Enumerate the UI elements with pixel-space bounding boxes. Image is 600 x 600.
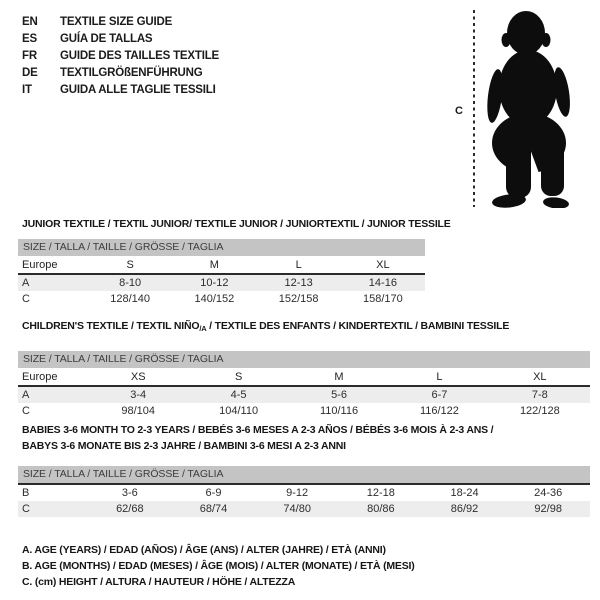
size-cell: M xyxy=(209,258,219,271)
size-cell: L xyxy=(436,370,443,383)
row-label: A xyxy=(22,277,30,289)
language-title: TEXTILE SIZE GUIDE xyxy=(60,15,173,28)
value-cell: 80/86 xyxy=(367,503,395,515)
footnote-age-years: A. AGE (YEARS) / EDAD (AÑOS) / ÂGE (ANS) / ALTER (JAHRE) / ETÀ (ANNI) xyxy=(22,544,386,556)
value-cell: 3-6 xyxy=(121,487,138,499)
language-code: FR xyxy=(22,49,37,62)
size-header-bar: SIZE / TALLA / TAILLE / GRÖSSE / TAGLIA xyxy=(18,239,425,256)
table-row-months xyxy=(18,485,590,501)
footnote-age-months: B. AGE (MONTHS) / EDAD (MESES) / ÂGE (MOIS) / ALTER (MONATE) / ETÀ (MESI) xyxy=(22,560,415,572)
value-cell: 122/128 xyxy=(519,405,560,417)
value-cell: 4-5 xyxy=(230,389,247,401)
row-label: B xyxy=(22,487,30,499)
size-header-bar: SIZE / TALLA / TAILLE / GRÖSSE / TAGLIA xyxy=(18,351,590,368)
value-cell: 68/74 xyxy=(199,503,228,515)
language-title: GUIDA ALLE TAGLIE TESSILI xyxy=(60,83,216,96)
language-code: EN xyxy=(22,15,38,28)
size-cell: M xyxy=(334,370,344,383)
value-cell: 6-9 xyxy=(205,487,222,499)
region-label: Europe xyxy=(22,370,58,383)
children-size-table xyxy=(18,351,590,419)
value-cell: 152/158 xyxy=(278,293,319,305)
row-label: C xyxy=(22,405,30,417)
size-cell: L xyxy=(295,258,302,271)
size-cell: S xyxy=(234,370,243,383)
language-row xyxy=(22,64,219,81)
size-header-bar: SIZE / TALLA / TAILLE / GRÖSSE / TAGLIA xyxy=(18,466,590,483)
size-cell: XS xyxy=(130,370,146,383)
value-cell: 12-13 xyxy=(284,277,313,289)
language-code: ES xyxy=(22,32,37,45)
language-header xyxy=(22,13,219,98)
language-row xyxy=(22,30,219,47)
language-code: IT xyxy=(22,83,32,96)
footnote-height: C. (cm) HEIGHT / ALTURA / HAUTEUR / HÖHE / ALTEZZA xyxy=(22,576,296,588)
height-measure-dotted-line xyxy=(473,10,475,207)
region-label: Europe xyxy=(22,258,58,271)
value-cell: 62/68 xyxy=(116,503,144,515)
value-cell: 8-10 xyxy=(119,277,142,289)
value-cell: 6-7 xyxy=(431,389,448,401)
size-cell: XL xyxy=(533,370,547,383)
value-cell: 86/92 xyxy=(450,503,479,515)
row-label: C xyxy=(22,293,30,305)
babies-title-line1: BABIES 3-6 MONTH TO 2-3 YEARS / BEBÉS 3-6 MESES A 2-3 AÑOS / BÉBÉS 3-6 MOIS À 2-3 ANS / xyxy=(22,424,494,436)
value-cell: 74/80 xyxy=(283,503,311,515)
babies-table-title xyxy=(22,422,493,454)
value-cell: 3-4 xyxy=(130,389,147,401)
value-cell: 10-12 xyxy=(200,277,229,289)
value-cell: 128/140 xyxy=(110,293,150,305)
language-code: DE xyxy=(22,66,38,79)
babies-title-line2: BABYS 3-6 MONATE BIS 2-3 JAHRE / BAMBINI 3-6 MESI A 2-3 ANNI xyxy=(22,440,346,452)
value-cell: 12-18 xyxy=(366,487,395,499)
value-cell: 5-6 xyxy=(331,389,347,401)
row-label: A xyxy=(22,389,30,401)
value-cell: 92/98 xyxy=(534,503,562,515)
language-row xyxy=(22,47,219,64)
size-cell: S xyxy=(126,258,134,271)
height-measure-label: C xyxy=(455,105,463,117)
table-row-height xyxy=(18,291,425,307)
language-row xyxy=(22,13,219,30)
language-title: TEXTILGRÖßENFÜHRUNG xyxy=(60,66,203,79)
table-row-sizes xyxy=(18,256,425,273)
language-row xyxy=(22,81,219,98)
children-title-sub: /A xyxy=(199,324,207,333)
children-title-pre: CHILDREN'S TEXTILE / TEXTIL NIÑO xyxy=(22,320,200,332)
value-cell: 104/110 xyxy=(219,405,259,417)
table-row-age xyxy=(18,275,425,291)
table-row-age xyxy=(18,387,590,403)
table-row-sizes xyxy=(18,368,590,385)
value-cell: 140/152 xyxy=(194,293,235,305)
table-row-height xyxy=(18,403,590,419)
junior-table-title: JUNIOR TEXTILE / TEXTIL JUNIOR/ TEXTILE JUNIOR / JUNIORTEXTIL / JUNIOR TESSILE xyxy=(22,218,451,230)
language-title: GUÍA DE TALLAS xyxy=(60,32,153,45)
value-cell: 7-8 xyxy=(531,389,548,401)
value-cell: 98/104 xyxy=(121,405,156,417)
value-cell: 9-12 xyxy=(286,487,309,499)
value-cell: 24-36 xyxy=(534,487,563,499)
row-label: C xyxy=(22,503,30,515)
babies-size-table xyxy=(18,466,590,517)
value-cell: 14-16 xyxy=(368,277,397,289)
baby-silhouette xyxy=(482,8,582,208)
table-row-height xyxy=(18,501,590,517)
value-cell: 18-24 xyxy=(450,487,479,499)
legend-footnotes xyxy=(22,542,415,590)
children-table-title xyxy=(22,318,509,337)
language-title: GUIDE DES TAILLES TEXTILE xyxy=(60,49,219,62)
value-cell: 158/170 xyxy=(362,293,403,305)
value-cell: 110/116 xyxy=(319,405,359,417)
size-cell: XL xyxy=(376,258,390,271)
junior-size-table xyxy=(18,239,425,307)
value-cell: 116/122 xyxy=(419,405,459,417)
children-title-post: / TEXTILE DES ENFANTS / KINDERTEXTIL / BAMBINI TESSILE xyxy=(206,320,510,332)
